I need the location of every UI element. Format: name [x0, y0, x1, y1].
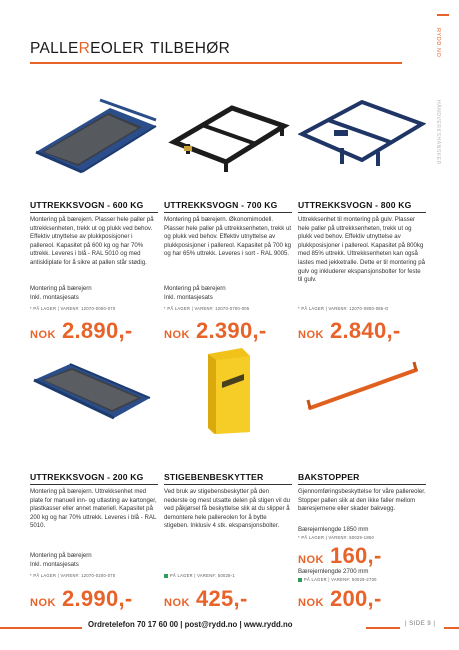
back-stop-bar-orange-icon	[298, 334, 426, 434]
side-label: RYDD.NO	[435, 28, 441, 58]
price-amount: 200,-	[329, 586, 382, 611]
brand-right: EOLER	[90, 40, 145, 57]
price-currency: NOK	[298, 597, 324, 609]
product-description: Montering på bærejern. Plasser hele paller på uttrekksenheten, trekk ut og plukk ved behov. Effektiv utnyttelse av plukkposisjoner i pallereol. Kapasitet på 600 kg og har 70% uttrekk. Leveres i blå - RAL 5010 og med antiskliplate for å sikre at pallen står stødig.	[30, 216, 154, 266]
product-mounting: Montering på bærejern Inkl. montasjesats	[164, 285, 226, 301]
price-currency: NOK	[298, 554, 324, 566]
product-description: Montering på bærejern. Økonomimodell. Plasser hele paller på uttrekksenheten, trekk ut og plukk ved behov. Effektiv utnyttelse av plukkposisjoner i pallereol. Kapasitet på 700 kg og har 65% uttrekk. Leveres i sort - RAL 9005.	[164, 216, 292, 258]
product-name-rule	[30, 484, 158, 485]
product-name-rule	[164, 484, 292, 485]
side-label-secondary: HÅNDVERKSHANSKER	[435, 100, 441, 165]
product-stock: * PÅ LAGER | VAREN#: 12070-0800-085-G	[298, 306, 389, 311]
page-subtitle: TILBEHØR	[150, 40, 231, 57]
in-stock-dot	[298, 578, 302, 582]
product-description: Uttrekksenhet til montering på gulv. Plasser hele paller på uttrekksenheten, trekk ut og plukk ved behov. Effektiv utnyttelse av plukkposisjoner i pallereol. Kapasitet på 800kg med 85% uttrekk. Uttrekksenheten kan også lastes med jekketralle. Dette er til montering på gulv og inkluderer ekspansjonsbolter for feste til gulv.	[298, 216, 426, 284]
product-price	[30, 586, 133, 612]
brand-mid: R	[78, 40, 91, 57]
footer-rule-right	[444, 627, 459, 629]
price-currency: NOK	[164, 597, 190, 609]
product-name: BAKSTOPPER	[298, 472, 360, 482]
product-stock	[164, 573, 235, 578]
stock-text: PÅ LAGER | VAREN#: 50029-2700	[304, 577, 377, 582]
price-amount: 2.890,-	[61, 318, 133, 343]
variant-price-1850	[298, 543, 382, 569]
variant-length-1850: Bærejernlengde 1850 mm	[298, 526, 369, 533]
price-currency: NOK	[30, 597, 56, 609]
product-price	[164, 586, 248, 612]
roller-cart-blue-plate-icon	[30, 80, 158, 180]
product-name-rule	[30, 212, 158, 213]
price-amount: 2.390,-	[195, 318, 267, 343]
price-amount: 2.990,-	[61, 586, 133, 611]
upright-protector-yellow-icon	[164, 334, 292, 434]
price-currency: NOK	[298, 329, 324, 341]
footer-rule-left	[0, 627, 82, 629]
in-stock-dot	[164, 574, 168, 578]
brand-left: PALLE	[30, 40, 79, 57]
roller-cart-blue-tray-icon	[30, 340, 158, 440]
page-title	[30, 40, 230, 58]
footer-contact: Ordretelefon 70 17 60 00 | post@rydd.no | www.rydd.no	[88, 620, 293, 629]
product-name: UTTREKKSVOGN - 200 KG	[30, 472, 144, 482]
stock-text: PÅ LAGER | VAREN#: 50028-1	[170, 573, 235, 578]
variant-stock-1850: * PÅ LAGER | VAREN#: 50029-1850	[298, 535, 375, 540]
corner-accent-mark	[437, 14, 449, 16]
price-currency: NOK	[164, 329, 190, 341]
product-name: UTTREKKSVOGN - 700 KG	[164, 200, 278, 210]
price-amount: 160,-	[329, 543, 382, 568]
product-name: STIGEBENBESKYTTER	[164, 472, 264, 482]
footer-rule-mid	[366, 627, 400, 629]
product-mounting: Montering på bærejern Inkl. montasjesats	[30, 285, 92, 301]
product-name-rule	[298, 212, 426, 213]
roller-cart-black-frame-icon	[164, 80, 292, 180]
product-mounting: Montering på bærejern Inkl. montasjesats	[30, 552, 92, 568]
product-stock: * PÅ LAGER | VAREN#: 12070-0700-005	[164, 306, 250, 311]
product-description: Montering på bærejern. Uttrekksenhet med plate for manuell inn- og utlasting av kartonger, plastkasser eller annet materiell. Kapasitet på 200 kg og har 70% uttrekk. Leveres i blå - RAL 5010.	[30, 488, 157, 530]
price-amount: 425,-	[195, 586, 248, 611]
page-footer	[0, 617, 459, 637]
product-name-rule	[298, 484, 426, 485]
variant-price-2700	[298, 586, 382, 612]
product-description: Ved bruk av stigebensbeskytter på den nederste og mest utsatte delen på stigen vil du ved påkjørsel få beskyttelse slik at du slipper å demontere hele pallereolen for å bytte stigeben. Inklusiv 4 stk. ekspansjonsbolter.	[164, 488, 291, 530]
price-amount: 2.840,-	[329, 318, 401, 343]
product-stock: * PÅ LAGER | VAREN#: 12070-0200-070	[30, 573, 116, 578]
price-currency: NOK	[30, 329, 56, 341]
page-number: | SIDE 9 |	[405, 621, 436, 627]
product-name-rule	[164, 212, 292, 213]
product-name: UTTREKKSVOGN - 600 KG	[30, 200, 144, 210]
product-stock: * PÅ LAGER | VAREN#: 12070-0000-070	[30, 306, 116, 311]
header-rule	[30, 62, 402, 64]
roller-cart-floor-mount-icon	[298, 80, 426, 180]
side-strip	[435, 28, 447, 328]
product-description: Gjennomføringsbeskyttelse for våre pallereoler. Stopper pallen slik at den ikke faller mellom bæresjernene eller skader bakvegg.	[298, 488, 426, 513]
variant-stock-2700	[298, 577, 377, 582]
variant-length-2700: Bærejernlengde 2700 mm	[298, 568, 369, 575]
product-name: UTTREKKSVOGN - 800 KG	[298, 200, 412, 210]
